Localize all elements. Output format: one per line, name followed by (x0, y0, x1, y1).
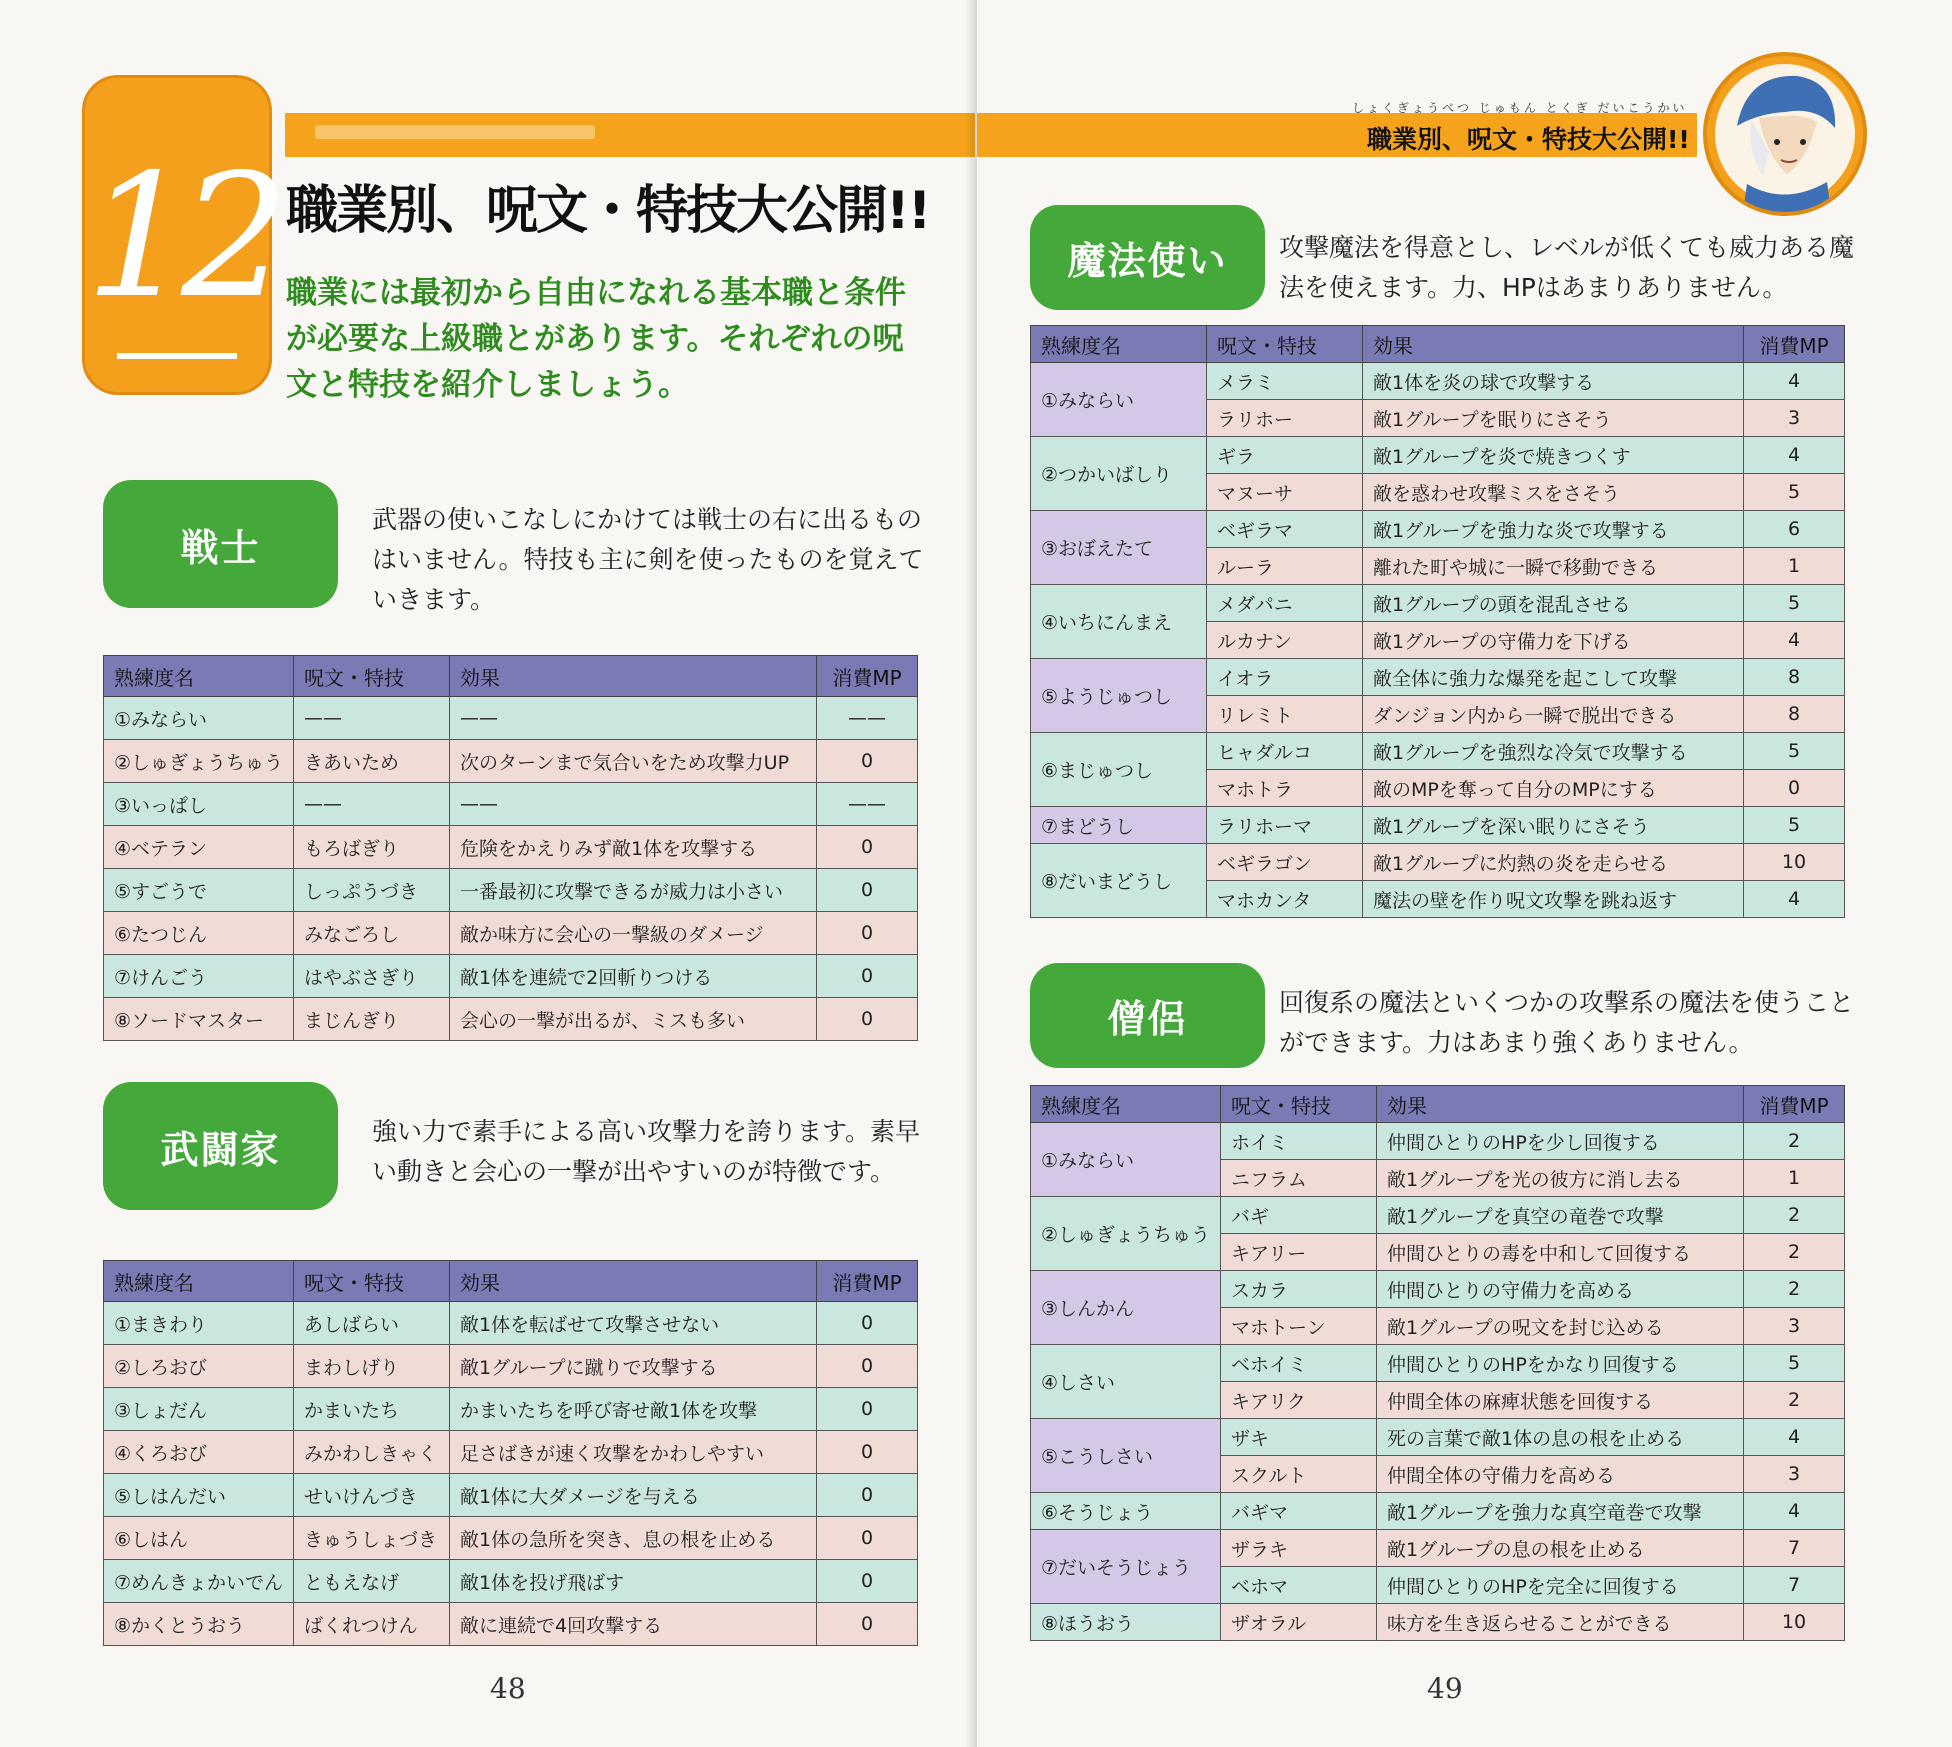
table-row (104, 1302, 918, 1345)
col-mp: 消費MP (817, 656, 918, 697)
effect-cell: 会心の一撃が出るが、ミスも多い (450, 998, 817, 1041)
skill-cell: メラミ (1207, 363, 1363, 400)
table-header-row (104, 656, 918, 697)
effect-cell: 敵1体を転ばせて攻撃させない (450, 1302, 817, 1345)
effect-cell: 敵1グループに灼熱の炎を走らせる (1363, 844, 1744, 881)
col-rank: 熟練度名 (1031, 1086, 1221, 1123)
table-row (1031, 511, 1845, 548)
priest-description: 回復系の魔法といくつかの攻撃系の魔法を使うことができます。力はあまり強くありません。 (1279, 988, 1855, 1057)
skill-cell: しっぷうづき (294, 869, 450, 912)
chapter-number: 12 (85, 138, 278, 336)
table-row (104, 1517, 918, 1560)
mp-cell: —— (817, 783, 918, 826)
effect-cell: 敵1体を投げ飛ばす (450, 1560, 817, 1603)
skill-cell: ベホイミ (1221, 1345, 1377, 1382)
effect-cell: 危険をかえりみず敵1体を攻撃する (450, 826, 817, 869)
mp-cell: 3 (1744, 1456, 1845, 1493)
col-rank: 熟練度名 (1031, 326, 1207, 363)
martial-artist-description: 強い力で素手による高い攻撃力を誇ります。素早い動きと会心の一撃が出やすいのが特徴です。 (372, 1117, 921, 1186)
effect-cell: 足さばきが速く攻撃をかわしやすい (450, 1431, 817, 1474)
table-row (104, 740, 918, 783)
mp-cell: 5 (1744, 807, 1845, 844)
effect-cell: 次のターンまで気合いをため攻撃力UP (450, 740, 817, 783)
skill-cell: ベギラゴン (1207, 844, 1363, 881)
effect-cell: 仲間ひとりの毒を中和して回復する (1377, 1234, 1744, 1271)
mp-cell: —— (817, 697, 918, 740)
mp-cell: 1 (1744, 1160, 1845, 1197)
mp-cell: 0 (817, 1431, 918, 1474)
skill-cell: みかわしきゃく (294, 1431, 450, 1474)
page-number-left: 48 (490, 1672, 526, 1705)
chapter-number-underline (117, 353, 237, 359)
running-title: 職業別、呪文・特技大公開!! (1367, 125, 1690, 154)
mage-skill-table (1030, 325, 1845, 918)
col-mp: 消費MP (1744, 1086, 1845, 1123)
skill-cell: はやぶさぎり (294, 955, 450, 998)
table-row (1031, 1604, 1845, 1641)
hero-portrait-icon (1707, 56, 1863, 212)
table-row (1031, 733, 1845, 770)
warrior-description: 武器の使いこなしにかけては戦士の右に出るものはいません。特技も主に剣を使ったものを覚えていきます。 (372, 505, 924, 614)
table-row (104, 783, 918, 826)
effect-cell: 敵に連続で4回攻撃する (450, 1603, 817, 1646)
rank-cell: ③いっぱし (104, 783, 294, 826)
skill-cell: きあいため (294, 740, 450, 783)
effect-cell: 敵1グループを炎で焼きつくす (1363, 437, 1744, 474)
mp-cell: 0 (817, 1474, 918, 1517)
martial-artist-skill-table (103, 1260, 918, 1646)
rank-cell: ⑧かくとうおう (104, 1603, 294, 1646)
table-row (104, 1431, 918, 1474)
skill-cell: マヌーサ (1207, 474, 1363, 511)
table-row (104, 1603, 918, 1646)
col-mp: 消費MP (817, 1261, 918, 1302)
table-header-row (104, 1261, 918, 1302)
skill-cell: ホイミ (1221, 1123, 1377, 1160)
effect-cell: 敵1グループを光の彼方に消し去る (1377, 1160, 1744, 1197)
mp-cell: 3 (1744, 1308, 1845, 1345)
table-row (1031, 659, 1845, 696)
effect-cell: 敵1グループの息の根を止める (1377, 1530, 1744, 1567)
rank-cell: ③しんかん (1031, 1271, 1221, 1345)
table-row (1031, 844, 1845, 881)
rank-cell: ⑧ほうおう (1031, 1604, 1221, 1641)
table-header-row (1031, 326, 1845, 363)
skill-cell: ヒャダルコ (1207, 733, 1363, 770)
effect-cell: 敵1グループを強力な真空竜巻で攻撃 (1377, 1493, 1744, 1530)
effect-cell: 仲間ひとりのHPを少し回復する (1377, 1123, 1744, 1160)
skill-cell: ルーラ (1207, 548, 1363, 585)
table-row (1031, 437, 1845, 474)
mp-cell: 7 (1744, 1530, 1845, 1567)
effect-cell: 死の言葉で敵1体の息の根を止める (1377, 1419, 1744, 1456)
mp-cell: 0 (817, 869, 918, 912)
table-row (1031, 1419, 1845, 1456)
mp-cell: 0 (817, 912, 918, 955)
rank-cell: ④しさい (1031, 1345, 1221, 1419)
mp-cell: 7 (1744, 1567, 1845, 1604)
mp-cell: 0 (817, 1517, 918, 1560)
effect-cell: 敵1グループの頭を混乱させる (1363, 585, 1744, 622)
left-page (0, 0, 975, 1747)
table-row (104, 1345, 918, 1388)
table-row (104, 1560, 918, 1603)
mp-cell: 3 (1744, 400, 1845, 437)
col-rank: 熟練度名 (104, 656, 294, 697)
rank-cell: ⑦けんごう (104, 955, 294, 998)
skill-cell: マホカンタ (1207, 881, 1363, 918)
effect-cell: —— (450, 697, 817, 740)
table-row (104, 998, 918, 1041)
table-row (104, 1474, 918, 1517)
table-row (1031, 363, 1845, 400)
table-row (104, 955, 918, 998)
skill-cell: —— (294, 783, 450, 826)
col-mp: 消費MP (1744, 326, 1845, 363)
col-rank: 熟練度名 (104, 1261, 294, 1302)
table-row (1031, 1197, 1845, 1234)
effect-cell: 敵のMPを奪って自分のMPにする (1363, 770, 1744, 807)
rank-cell: ⑦めんきょかいでん (104, 1560, 294, 1603)
col-effect: 効果 (450, 656, 817, 697)
col-skill: 呪文・特技 (1221, 1086, 1377, 1123)
rank-cell: ⑤こうしさい (1031, 1419, 1221, 1493)
skill-cell: スカラ (1221, 1271, 1377, 1308)
table-row (1031, 1123, 1845, 1160)
skill-cell: スクルト (1221, 1456, 1377, 1493)
rank-cell: ④いちにんまえ (1031, 585, 1207, 659)
skill-cell: マホトラ (1207, 770, 1363, 807)
skill-cell: まわしげり (294, 1345, 450, 1388)
table-row (1031, 1493, 1845, 1530)
table-row (104, 912, 918, 955)
effect-cell: 敵1グループに蹴りで攻撃する (450, 1345, 817, 1388)
effect-cell: 仲間ひとりのHPをかなり回復する (1377, 1345, 1744, 1382)
rank-cell: ⑥たつじん (104, 912, 294, 955)
effect-cell: 仲間ひとりのHPを完全に回復する (1377, 1567, 1744, 1604)
rank-cell: ⑤ようじゅつし (1031, 659, 1207, 733)
rank-cell: ①みならい (104, 697, 294, 740)
effect-cell: 離れた町や城に一瞬で移動できる (1363, 548, 1744, 585)
right-page (977, 0, 1952, 1747)
mp-cell: 4 (1744, 363, 1845, 400)
rank-cell: ⑧だいまどうし (1031, 844, 1207, 918)
skill-cell: もろばぎり (294, 826, 450, 869)
skill-cell: ザキ (1221, 1419, 1377, 1456)
mp-cell: 5 (1744, 733, 1845, 770)
table-row (1031, 585, 1845, 622)
table-row (1031, 1530, 1845, 1567)
rank-cell: ②しゅぎょうちゅう (1031, 1197, 1221, 1271)
skill-cell: キアリク (1221, 1382, 1377, 1419)
mp-cell: 4 (1744, 1493, 1845, 1530)
skill-cell: ラリホー (1207, 400, 1363, 437)
table-row (1031, 807, 1845, 844)
skill-cell: まじんぎり (294, 998, 450, 1041)
effect-cell: 一番最初に攻撃できるが威力は小さい (450, 869, 817, 912)
effect-cell: 敵1グループを強烈な冷気で攻撃する (1363, 733, 1744, 770)
warrior-skill-table (103, 655, 918, 1041)
mp-cell: 4 (1744, 437, 1845, 474)
skill-cell: マホトーン (1221, 1308, 1377, 1345)
mp-cell: 2 (1744, 1271, 1845, 1308)
mp-cell: 1 (1744, 548, 1845, 585)
table-header-row (1031, 1086, 1845, 1123)
skill-cell: あしばらい (294, 1302, 450, 1345)
mp-cell: 0 (817, 1560, 918, 1603)
table-row (104, 697, 918, 740)
effect-cell: 敵か味方に会心の一撃級のダメージ (450, 912, 817, 955)
rank-cell: ⑤しはんだい (104, 1474, 294, 1517)
effect-cell: 敵1グループの呪文を封じ込める (1377, 1308, 1744, 1345)
effect-cell: 敵1グループの守備力を下げる (1363, 622, 1744, 659)
mp-cell: 4 (1744, 622, 1845, 659)
effect-cell: 敵1グループを真空の竜巻で攻撃 (1377, 1197, 1744, 1234)
mp-cell: 2 (1744, 1234, 1845, 1271)
mp-cell: 8 (1744, 696, 1845, 733)
header-band-left (285, 113, 975, 157)
rank-cell: ②しゅぎょうちゅう (104, 740, 294, 783)
chapter-title: 職業別、呪文・特技大公開!! (286, 181, 930, 241)
effect-cell: 敵1体の急所を突き、息の根を止める (450, 1517, 817, 1560)
skill-cell: せいけんづき (294, 1474, 450, 1517)
effect-cell: 仲間全体の麻痺状態を回復する (1377, 1382, 1744, 1419)
skill-cell: ザオラル (1221, 1604, 1377, 1641)
skill-cell: キアリー (1221, 1234, 1377, 1271)
chapter-intro: 職業には最初から自由になれる基本職と条件が必要な上級職とがあります。それぞれの呪文と特技を紹介しましょう。 (286, 275, 906, 403)
skill-cell: ラリホーマ (1207, 807, 1363, 844)
effect-cell: 敵1体を炎の球で攻撃する (1363, 363, 1744, 400)
effect-cell: 敵を惑わせ攻撃ミスをさそう (1363, 474, 1744, 511)
skill-cell: かまいたち (294, 1388, 450, 1431)
martial-artist-tag: 武闘家 (103, 1082, 338, 1210)
mp-cell: 0 (817, 1345, 918, 1388)
skill-cell: ニフラム (1221, 1160, 1377, 1197)
skill-cell: ギラ (1207, 437, 1363, 474)
mp-cell: 2 (1744, 1123, 1845, 1160)
effect-cell: 敵1体に大ダメージを与える (450, 1474, 817, 1517)
rank-cell: ⑧ソードマスター (104, 998, 294, 1041)
rank-cell: ①みならい (1031, 363, 1207, 437)
character-portrait (1703, 52, 1867, 216)
effect-cell: 敵1グループを深い眠りにさそう (1363, 807, 1744, 844)
rank-cell: ①まきわり (104, 1302, 294, 1345)
mp-cell: 2 (1744, 1382, 1845, 1419)
priest-tag: 僧侶 (1030, 963, 1265, 1068)
mp-cell: 0 (817, 1302, 918, 1345)
rank-cell: ④ベテラン (104, 826, 294, 869)
skill-cell: メダパニ (1207, 585, 1363, 622)
mp-cell: 0 (1744, 770, 1845, 807)
mp-cell: 4 (1744, 881, 1845, 918)
page-number-right: 49 (1427, 1672, 1463, 1705)
skill-cell: バギマ (1221, 1493, 1377, 1530)
rank-cell: ⑦まどうし (1031, 807, 1207, 844)
skill-cell: イオラ (1207, 659, 1363, 696)
mp-cell: 8 (1744, 659, 1845, 696)
skill-cell: リレミト (1207, 696, 1363, 733)
effect-cell: 魔法の壁を作り呪文攻撃を跳ね返す (1363, 881, 1744, 918)
col-skill: 呪文・特技 (294, 1261, 450, 1302)
skill-cell: ルカナン (1207, 622, 1363, 659)
mp-cell: 6 (1744, 511, 1845, 548)
mp-cell: 5 (1744, 585, 1845, 622)
effect-cell: 仲間ひとりの守備力を高める (1377, 1271, 1744, 1308)
mp-cell: 0 (817, 740, 918, 783)
mage-tag: 魔法使い (1030, 205, 1265, 310)
skill-cell: ともえなげ (294, 1560, 450, 1603)
table-row (1031, 1271, 1845, 1308)
mp-cell: 0 (817, 1603, 918, 1646)
running-title-ruby: しょくぎょうべつ じゅもん とくぎ だいこうかい (1352, 101, 1688, 115)
mp-cell: 0 (817, 955, 918, 998)
mage-description: 攻撃魔法を得意とし、レベルが低くても威力ある魔法を使えます。力、HPはあまりありません。 (1279, 233, 1855, 302)
mp-cell: 5 (1744, 1345, 1845, 1382)
skill-cell: —— (294, 697, 450, 740)
header-band-ghost-text (315, 125, 595, 139)
mp-cell: 4 (1744, 1419, 1845, 1456)
mp-cell: 10 (1744, 1604, 1845, 1641)
effect-cell: 敵1体を連続で2回斬りつける (450, 955, 817, 998)
mp-cell: 0 (817, 826, 918, 869)
rank-cell: ②つかいばしり (1031, 437, 1207, 511)
col-effect: 効果 (450, 1261, 817, 1302)
effect-cell: 仲間全体の守備力を高める (1377, 1456, 1744, 1493)
skill-cell: きゅうしょづき (294, 1517, 450, 1560)
rank-cell: ③おぼえたて (1031, 511, 1207, 585)
rank-cell: ①みならい (1031, 1123, 1221, 1197)
col-effect: 効果 (1363, 326, 1744, 363)
rank-cell: ④くろおび (104, 1431, 294, 1474)
col-effect: 効果 (1377, 1086, 1744, 1123)
effect-cell: ダンジョン内から一瞬で脱出できる (1363, 696, 1744, 733)
skill-cell: みなごろし (294, 912, 450, 955)
rank-cell: ⑦だいそうじょう (1031, 1530, 1221, 1604)
chapter-badge (82, 75, 278, 395)
effect-cell: 敵1グループを強力な炎で攻撃する (1363, 511, 1744, 548)
skill-cell: ベホマ (1221, 1567, 1377, 1604)
table-row (104, 869, 918, 912)
table-row (1031, 1345, 1845, 1382)
table-row (104, 826, 918, 869)
skill-cell: ばくれつけん (294, 1603, 450, 1646)
skill-cell: ザラキ (1221, 1530, 1377, 1567)
effect-cell: 敵全体に強力な爆発を起こして攻撃 (1363, 659, 1744, 696)
mp-cell: 0 (817, 998, 918, 1041)
mp-cell: 2 (1744, 1197, 1845, 1234)
skill-cell: バギ (1221, 1197, 1377, 1234)
mp-cell: 0 (817, 1388, 918, 1431)
rank-cell: ⑤すごうで (104, 869, 294, 912)
effect-cell: 味方を生き返らせることができる (1377, 1604, 1744, 1641)
rank-cell: ⑥しはん (104, 1517, 294, 1560)
mp-cell: 5 (1744, 474, 1845, 511)
mp-cell: 10 (1744, 844, 1845, 881)
rank-cell: ⑥そうじょう (1031, 1493, 1221, 1530)
rank-cell: ②しろおび (104, 1345, 294, 1388)
effect-cell: —— (450, 783, 817, 826)
priest-skill-table (1030, 1085, 1845, 1641)
effect-cell: かまいたちを呼び寄せ敵1体を攻撃 (450, 1388, 817, 1431)
effect-cell: 敵1グループを眠りにさそう (1363, 400, 1744, 437)
col-skill: 呪文・特技 (294, 656, 450, 697)
rank-cell: ③しょだん (104, 1388, 294, 1431)
rank-cell: ⑥まじゅつし (1031, 733, 1207, 807)
skill-cell: ベギラマ (1207, 511, 1363, 548)
col-skill: 呪文・特技 (1207, 326, 1363, 363)
table-row (104, 1388, 918, 1431)
warrior-tag: 戦士 (103, 480, 338, 608)
